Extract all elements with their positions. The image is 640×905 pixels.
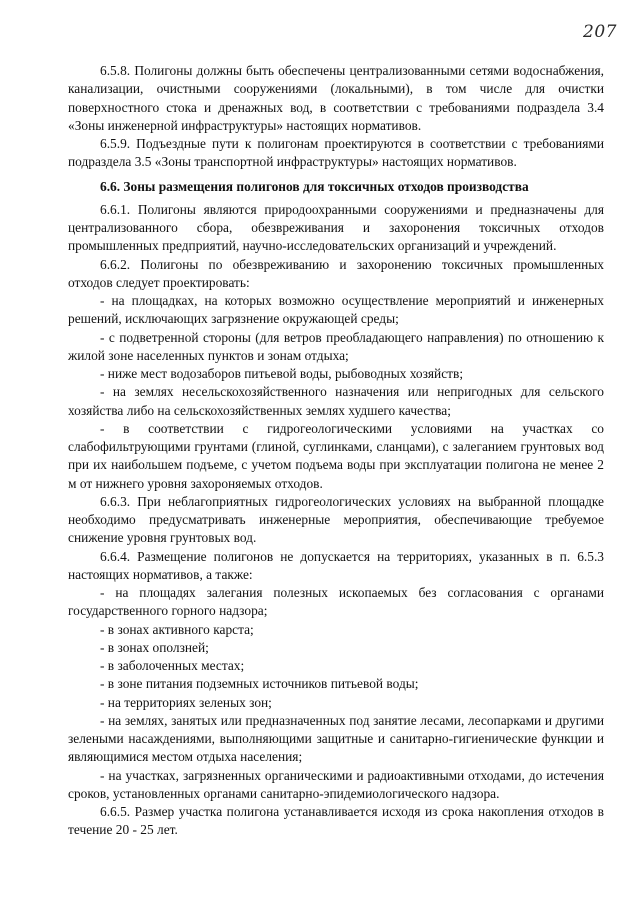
paragraph-6-5-9: 6.5.9. Подъездные пути к полигонам проектируются в соответствии с требованиями подраздела 3.5 «Зоны транспортной инфраструктуры» настоящих нормативов. [68, 136, 604, 170]
list-item: - в зонах активного карста; [100, 621, 254, 637]
list-item: - ниже мест водозаборов питьевой воды, рыбоводных хозяйств; [100, 366, 464, 381]
list-item: - в зоне питания подземных источников питьевой воды; [100, 676, 419, 692]
paragraph-6-6-5: 6.6.5. Размер участка полигона устанавливается исходя из срока накопления отходов в течение 20 - 25 лет. [68, 804, 604, 838]
list-item: - в соответствии с гидрогеологическими условиями на участках со слабофильтрующими грунтами (глиной, суглинками, сланцами), с залеганием грунтовых вод при их наибольшем подъеме, с учетом подъема воды при эксплуатации полигона не менее 2 м от нижнего уровня захороняемых отходов. [68, 420, 604, 491]
list-item: - на площадях залегания полезных ископаемых без согласования с органами государственного горного надзора; [68, 585, 604, 619]
list-item: - на землях несельскохозяйственного назначения или непригодных для сельского хозяйства либо на сельскохозяйственных землях худшего качества; [68, 384, 604, 418]
page-number: 207 [583, 22, 617, 42]
paragraph-6-6-2: 6.6.2. Полигоны по обезвреживанию и захоронению токсичных промышленных отходов следует проектировать: [68, 256, 604, 290]
paragraph-6-6-3: 6.6.3. При неблагоприятных гидрогеологических условиях на выбранной площадке необходимо предусматривать инженерные мероприятия, обеспечивающие требуемое снижение уровня грунтовых вод. [68, 493, 604, 546]
list-item: - в заболоченных местах; [100, 658, 245, 673]
paragraph-6-6-1: 6.6.1. Полигоны являются природоохранными сооружениями и предназначены для централизованного сбора, обезвреживания и захоронения токсичных отходов промышленных предприятий, научно-исследовательских организаций и учреждений. [68, 201, 604, 254]
document-body [68, 62, 604, 840]
list-item: - на участках, загрязненных органическими и радиоактивными отходами, до истечения сроков, установленных органами санитарно-эпидемиологического надзора. [68, 767, 604, 801]
list-item: - с подветренной стороны (для ветров преобладающего направления) по отношению к жилой зоне населенных пунктов и зонам отдыха; [68, 329, 604, 363]
list-item: - в зонах оползней; [100, 639, 209, 655]
paragraph-6-5-8: 6.5.8. Полигоны должны быть обеспечены централизованными сетями водоснабжения, канализации, очистными сооружениями (локальными), в том числе для очистки поверхностного стока и дренажных вод, в соответствии с требованиями подраздела 3.4 «Зоны инженерной инфраструктуры» настоящих нормативов. [68, 63, 604, 133]
paragraph-6-6-4: 6.6.4. Размещение полигонов не допускается на территориях, указанных в п. 6.5.3 настоящих нормативов, а также: [68, 548, 604, 582]
list-item: - на территориях зеленых зон; [100, 694, 272, 710]
list-item: - на площадках, на которых возможно осуществление мероприятий и инженерных решений, исключающих загрязнение окружающей среды; [68, 293, 604, 327]
section-heading-6-6: 6.6. Зоны размещения полигонов для токсичных отходов производства [100, 178, 529, 194]
list-item: - на землях, занятых или предназначенных под занятие лесами, лесопарками и другими зелеными насаждениями, выполняющими защитные и санитарно-гигиенические функции и являющимися местом отдыха населения; [68, 712, 604, 765]
